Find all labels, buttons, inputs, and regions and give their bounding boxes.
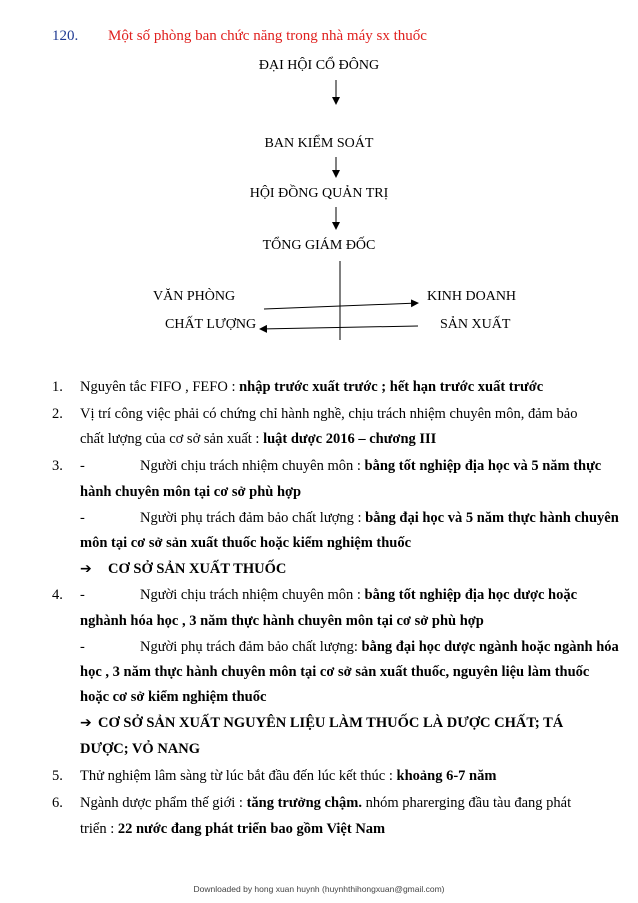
org-level-ceo: TỔNG GIÁM ĐỐC <box>262 238 376 253</box>
list-item-4: 4. - Người chịu trách nhiệm chuyên môn : bằng tốt nghiệp địa học dược hoặc <box>52 587 578 603</box>
list-item-3-conclusion: ➔ CƠ SỞ SẢN XUẤT THUỐC <box>80 557 286 581</box>
list-item-3-cont: hành chuyên môn tại cơ sở phù hợp <box>80 484 302 500</box>
org-level-board: HỘI ĐỒNG QUẢN TRỊ <box>249 186 389 201</box>
org-chart-connectors <box>0 0 638 360</box>
list-item-3: 3. - Người chịu trách nhiệm chuyên môn : bằng tốt nghiệp địa học và 5 năm thực <box>52 458 602 474</box>
list-item-3-sub-cont: môn tại cơ sở sản xuất thuốc hoặc kiểm nghiệm thuốc <box>80 535 412 551</box>
download-footer: Downloaded by hong xuan huynh (huynhthihongxuan@gmail.com) <box>193 884 445 894</box>
section-number: 120. <box>52 28 79 44</box>
section-title: Một số phòng ban chức năng trong nhà máy sx thuốc <box>108 28 427 44</box>
list-item-3-sub: - Người phụ trách đảm bảo chất lượng : bằng đại học và 5 năm thực hành chuyên <box>80 510 619 526</box>
list-item-4-sub-cont2: hoặc cơ sở kiểm nghiệm thuốc <box>80 689 267 705</box>
list-item-4-conclusion-cont: DƯỢC; VỎ NANG <box>80 741 201 757</box>
list-item-5: 5. Thử nghiệm lâm sàng từ lúc bắt đầu đến lúc kết thúc : khoảng 6-7 năm <box>52 768 497 784</box>
list-item-4-conclusion: ➔ CƠ SỞ SẢN XUẤT NGUYÊN LIỆU LÀM THUỐC LÀ DƯỢC CHẤT; TÁ <box>80 711 563 735</box>
org-dept-production: SẢN XUẤT <box>440 317 511 332</box>
org-dept-business: KINH DOANH <box>427 289 517 304</box>
org-dept-office: VĂN PHÒNG <box>153 289 236 304</box>
list-item-4-sub: - Người phụ trách đảm bảo chất lượng: bằng đại học dược ngành hoặc ngành hóa <box>80 639 619 655</box>
list-item-4-sub-cont: học , 3 năm thực hành chuyên môn tại cơ sở sản xuất thuốc, nguyên liệu làm thuốc <box>80 664 590 680</box>
list-item-2: 2. Vị trí công việc phải có chứng chỉ hành nghề, chịu trách nhiệm chuyên môn, đảm bảo <box>52 406 578 422</box>
org-level-supervisory: BAN KIỂM SOÁT <box>264 136 374 151</box>
list-item-6-cont: triển : 22 nước đang phát triển bao gồm Việt Nam <box>80 821 386 837</box>
list-item-1: 1. Nguyên tắc FIFO , FEFO : nhập trước xuất trước ; hết hạn trước xuất trước <box>52 379 544 395</box>
arrow-to-quality <box>260 326 418 329</box>
list-item-4-cont: nghành hóa học , 3 năm thực hành chuyên môn tại cơ sở phù hợp <box>80 613 484 629</box>
arrow-to-business <box>264 303 418 309</box>
list-item-2-cont: chất lượng của cơ sở sản xuất : luật dược 2016 – chương III <box>80 431 437 447</box>
org-level-shareholders: ĐẠI HỘI CỔ ĐÔNG <box>258 58 380 73</box>
org-dept-quality: CHẤT LƯỢNG <box>165 317 257 332</box>
arrow-right-icon: ➔ <box>80 715 92 731</box>
list-item-6: 6. Ngành dược phẩm thế giới : tăng trưởng chậm. nhóm pharerging đầu tàu đang phát <box>52 795 572 811</box>
arrow-right-icon: ➔ <box>80 561 92 577</box>
